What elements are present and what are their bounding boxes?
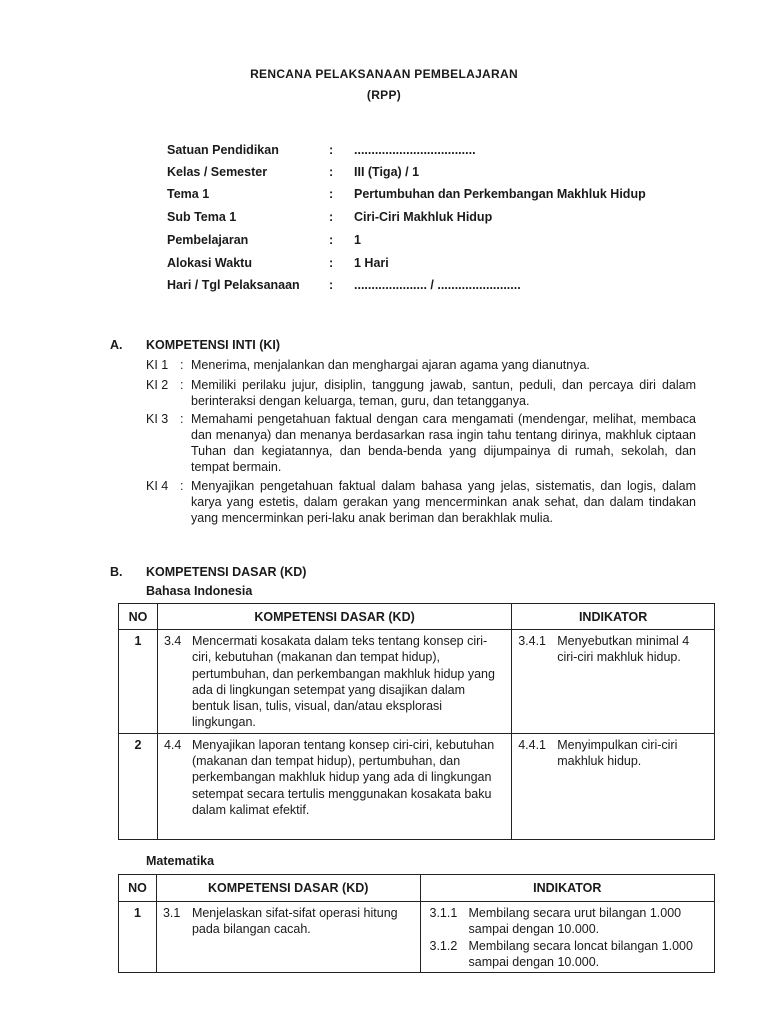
indikator-number: 4.4.1: [518, 737, 547, 752]
indikator-number: 3.4.1: [518, 634, 547, 648]
indikator-text: Menyebutkan minimal 4 ciri-ciri makhluk hidup.: [557, 634, 690, 665]
section-a-title: KOMPETENSI INTI (KI): [146, 338, 281, 352]
identity-value: 1 Hari: [354, 256, 389, 270]
ki-code: KI 2: [146, 378, 169, 392]
indikator-number: 3.1.1: [429, 906, 458, 920]
identity-value: ..................... / ........................: [354, 278, 521, 292]
table-header-row: [119, 875, 715, 902]
table-row: [119, 733, 715, 839]
kd-number: 3.1: [162, 906, 181, 920]
identity-label: Satuan Pendidikan: [167, 143, 279, 157]
identity-label: Kelas / Semester: [167, 165, 268, 179]
identity-value: Pertumbuhan dan Perkembangan Makhluk Hidup: [354, 187, 646, 201]
header-indikator: INDIKATOR: [512, 604, 715, 630]
ki-colon: :: [180, 378, 184, 392]
kd-text: Menyajikan laporan tentang konsep ciri-ciri, kebutuhan (makanan dan tempat hidup), pertumbuhan, dan perkembangan makhluk hidup yang ada di lingkungan setempat secara tertulis menggunakan kosakata baku dalam kalimat efektif.: [191, 737, 495, 817]
kd-table-bahasa: [118, 603, 715, 840]
table-header-row: [119, 604, 715, 630]
ki-code: KI 1: [146, 358, 169, 372]
kd-cell: [156, 902, 420, 973]
table-row: [119, 630, 715, 734]
section-a-letter: A.: [110, 338, 123, 352]
identity-colon: :: [329, 210, 334, 224]
row-no: 2: [119, 733, 158, 839]
subject-heading: Matematika: [146, 854, 215, 868]
indikator-text: Membilang secara urut bilangan 1.000 sampai dengan 10.000.: [468, 906, 682, 937]
identity-label: Pembelajaran: [167, 233, 249, 247]
identity-colon: :: [329, 278, 334, 292]
kd-cell: [157, 630, 511, 734]
row-no: 1: [119, 902, 157, 973]
identity-label: Alokasi Waktu: [167, 256, 252, 270]
indikator-text: Membilang secara loncat bilangan 1.000 sampai dengan 10.000.: [468, 938, 693, 969]
identity-value: Ciri-Ciri Makhluk Hidup: [354, 210, 493, 224]
row-no: 1: [119, 630, 158, 734]
indikator-cell: [420, 902, 715, 973]
identity-colon: :: [329, 165, 334, 179]
kd-text: Mencermati kosakata dalam teks tentang konsep ciri-ciri, kebutuhan (makanan dan tempat hidup), pertumbuhan, dan perkembangan makhluk hidup yang ada di lingkungan setempat yang disajikan dalam bentuk lisan, tulis, visual, dan/atau eksplorasi lingkungan.: [191, 634, 495, 730]
identity-value: 1: [354, 233, 361, 247]
section-b-letter: B.: [110, 565, 123, 579]
ki-colon: :: [180, 412, 184, 426]
ki-colon: :: [180, 358, 184, 372]
kd-number: 4.4: [163, 737, 182, 752]
ki-item: [146, 357, 696, 373]
identity-colon: :: [329, 143, 334, 157]
ki-text: Menyajikan pengetahuan faktual dalam bahasa yang jelas, sistematis, dan logis, dalam karya yang estetis, dalam gerakan yang mencerminkan anak sehat, dan dalam tindakan yang mencerminkan peri-laku anak beriman dan berakhlak mulia.: [191, 479, 696, 525]
section-b-title: KOMPETENSI DASAR (KD): [146, 565, 307, 579]
kd-number: 3.4: [163, 634, 182, 648]
table-row: [119, 902, 715, 973]
identity-value: III (Tiga) / 1: [354, 165, 420, 179]
ki-item: [146, 411, 696, 475]
document-title: RENCANA PELAKSANAAN PEMBELAJARAN: [250, 67, 518, 81]
indikator-cell: [512, 733, 715, 839]
identity-label: Sub Tema 1: [167, 210, 237, 224]
identity-colon: :: [329, 233, 334, 247]
ki-text: Memahami pengetahuan faktual dengan cara mengamati (mendengar, melihat, membaca dan menanya) dan menanya berdasarkan rasa ingin tahu tentang dirinya, makhluk ciptaan Tuhan dan kegiatannya, dan benda-benda yang dijumpainya di rumah, sekolah, dan tempat bermain.: [191, 412, 696, 474]
kd-text: Menjelaskan sifat-sifat operasi hitung pada bilangan cacah.: [191, 906, 398, 937]
ki-item: [146, 478, 696, 526]
ki-code: KI 3: [146, 412, 169, 426]
kd-cell: [157, 733, 511, 839]
indikator-text: Menyimpulkan ciri-ciri makhluk hidup.: [557, 737, 678, 769]
indikator-cell: [512, 630, 715, 734]
ki-text: Memiliki perilaku jujur, disiplin, tanggung jawab, santun, peduli, dan percaya diri dalam berinteraksi dengan keluarga, teman, guru, dan tetangganya.: [191, 378, 696, 408]
header-no: NO: [119, 875, 157, 902]
identity-label: Hari / Tgl Pelaksanaan: [167, 278, 300, 292]
identity-value: ...................................: [354, 143, 476, 157]
identity-label: Tema 1: [167, 187, 210, 201]
kd-table-matematika: [118, 874, 715, 973]
subject-heading: Bahasa Indonesia: [146, 584, 253, 598]
identity-colon: :: [329, 187, 334, 201]
indikator-number: 3.1.2: [429, 938, 458, 953]
header-kd: KOMPETENSI DASAR (KD): [156, 875, 420, 902]
header-kd: KOMPETENSI DASAR (KD): [157, 604, 511, 630]
header-indikator: INDIKATOR: [420, 875, 715, 902]
ki-item: [146, 377, 696, 409]
ki-colon: :: [180, 479, 184, 493]
identity-colon: :: [329, 256, 334, 270]
header-no: NO: [119, 604, 158, 630]
document-subtitle: (RPP): [366, 88, 402, 102]
ki-text: Menerima, menjalankan dan menghargai ajaran agama yang dianutnya.: [191, 358, 590, 372]
ki-code: KI 4: [146, 479, 169, 493]
